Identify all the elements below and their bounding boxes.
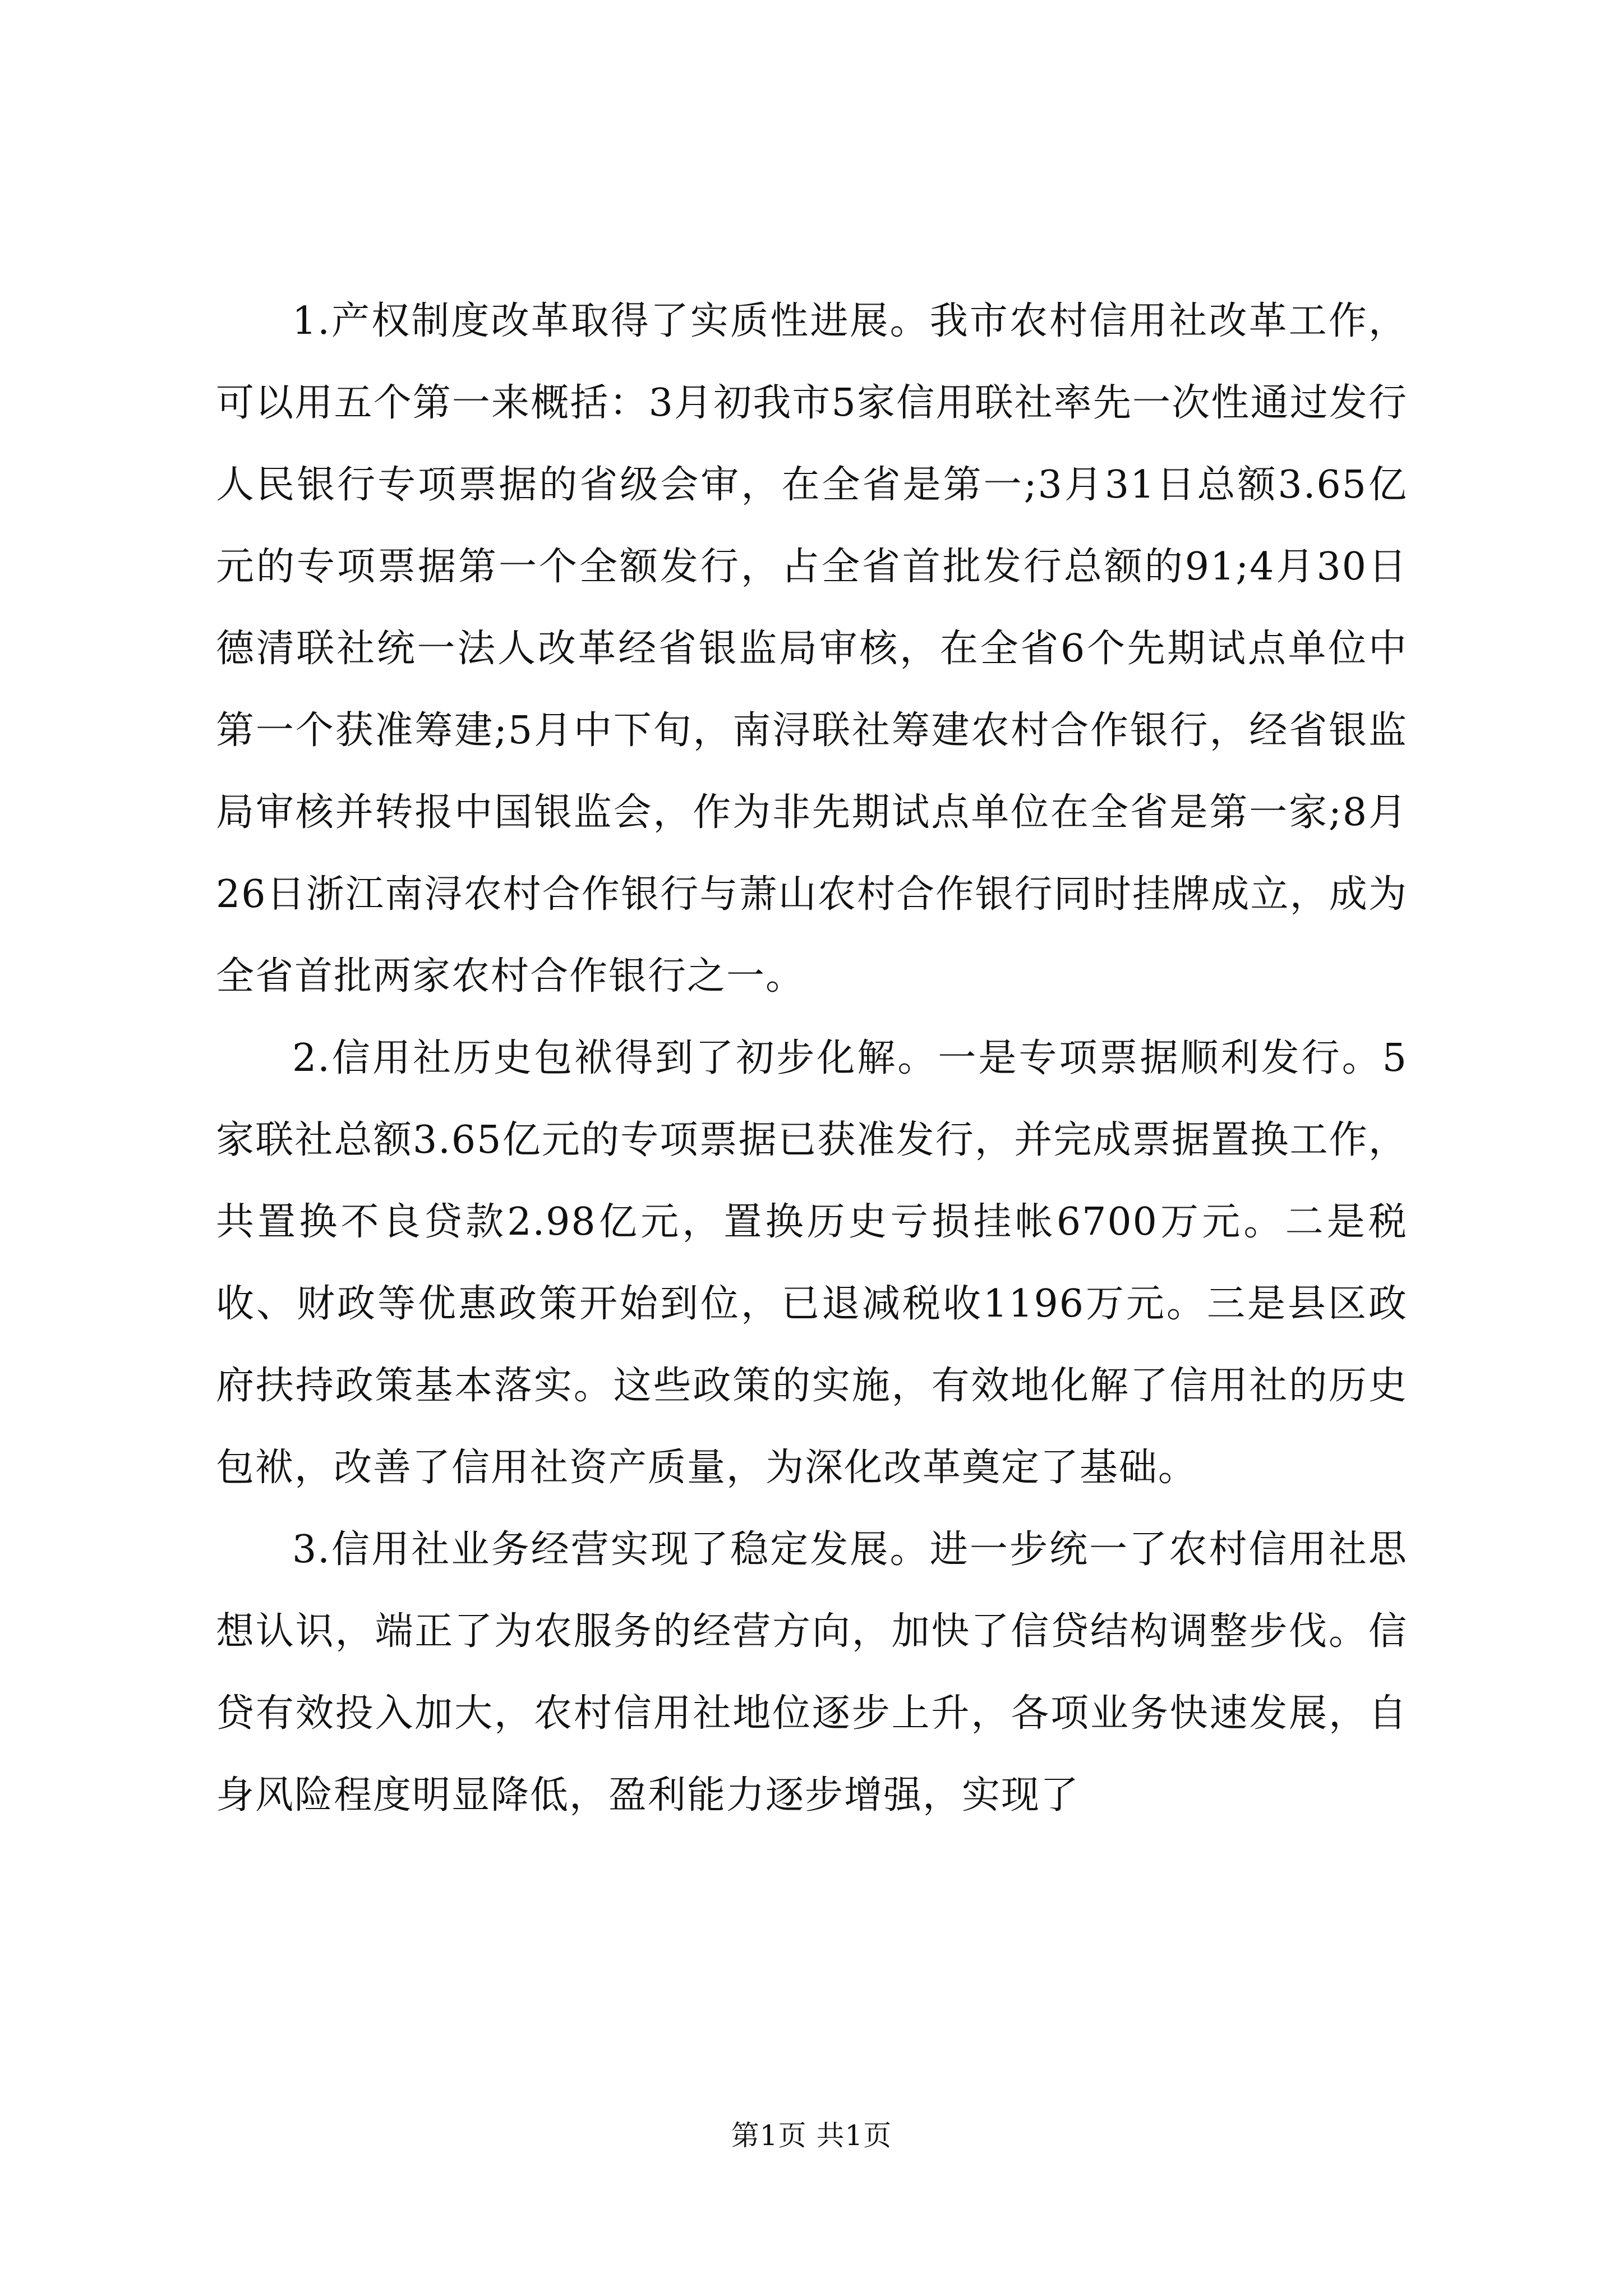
paragraph-1: 1.产权制度改革取得了实质性进展。我市农村信用社改革工作，可以用五个第一来概括：3月初我市5家信用联社率先一次性通过发行人民银行专项票据的省级会审，在全省是第一;3月31日总额3.65亿元的专项票据第一个全额发行，占全省首批发行总额的91;4月30日德清联社统一法人改革经省银监局审核，在全省6个先期试点单位中第一个获准筹建;5月中下旬，南浔联社筹建农村合作银行，经省银监局审核并转报中国银监会，作为非先期试点单位在全省是第一家;8月26日浙江南浔农村合作银行与萧山农村合作银行同时挂牌成立，成为全省首批两家农村合作银行之一。 bbox=[216, 299, 1408, 999]
page-footer: 第1页 共1页 bbox=[731, 2119, 892, 2152]
paragraph-2: 2.信用社历史包袱得到了初步化解。一是专项票据顺利发行。5家联社总额3.65亿元的专项票据已获准发行，并完成票据置换工作，共置换不良贷款2.98亿元，置换历史亏损挂帐6700万元。二是税收、财政等优惠政策开始到位，已退减税收1196万元。三是县区政府扶持政策基本落实。这些政策的实施，有效地化解了信用社的历史包袱，改善了信用社资产质量，为深化改革奠定了基础。 bbox=[216, 1036, 1408, 1490]
document-body bbox=[216, 280, 1408, 1837]
paragraph-3: 3.信用社业务经营实现了稳定发展。进一步统一了农村信用社思想认识，端正了为农服务的经营方向，加快了信贷结构调整步伐。信贷有效投入加大，农村信用社地位逐步上升，各项业务快速发展，自身风险程度明显降低，盈利能力逐步增强，实现了 bbox=[216, 1527, 1408, 1818]
